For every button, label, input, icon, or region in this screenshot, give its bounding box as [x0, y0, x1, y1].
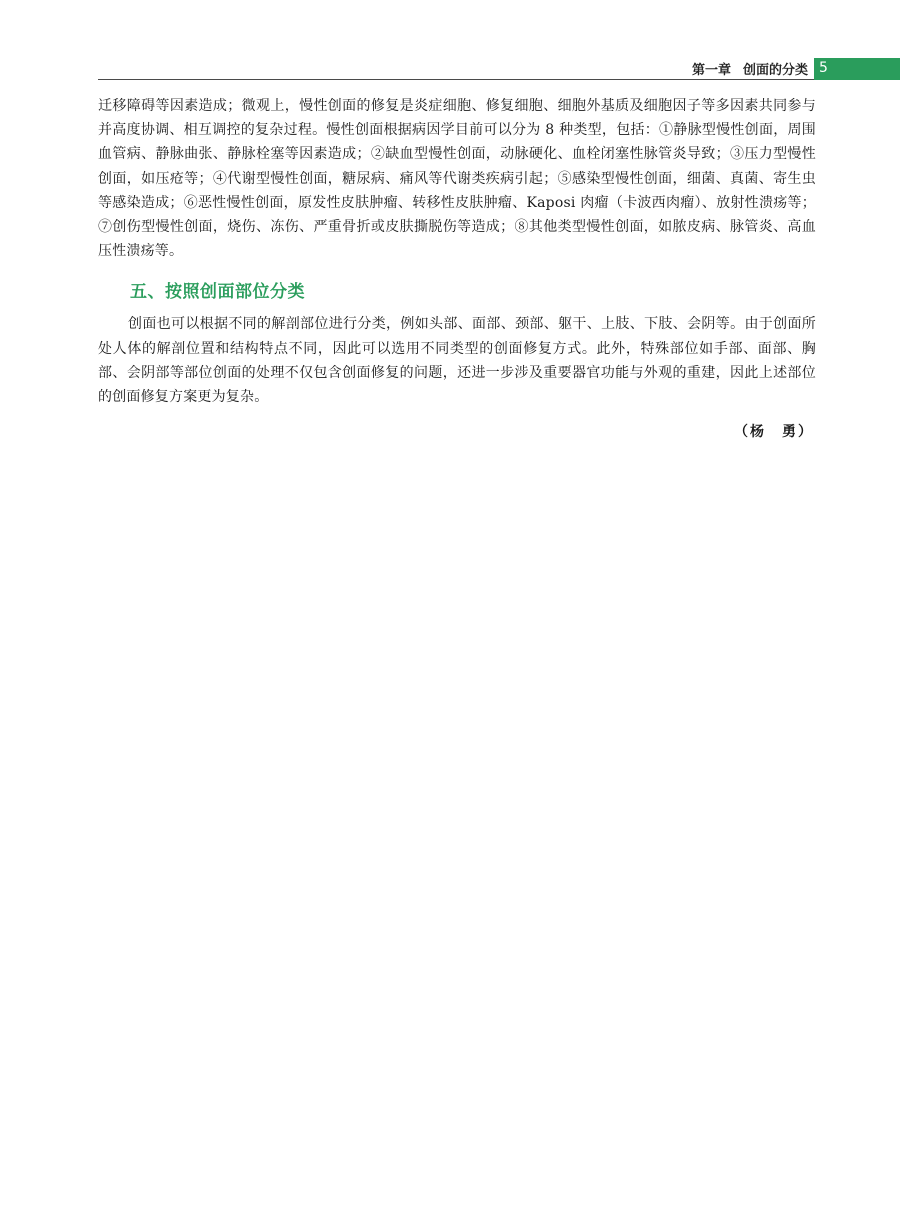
paragraph-chronic-wound-types: 迁移障碍等因素造成；微观上，慢性创面的修复是炎症细胞、修复细胞、细胞外基质及细胞因子等多因素共同参与并高度协调、相互调控的复杂过程。慢性创面根据病因学目前可以分为 8 种类型，包括：①静脉型慢性创面，周围血管病、静脉曲张、静脉栓塞等因素造成；②缺血型慢性创面，动脉硬化、血栓闭塞性脉管炎导致；③压力型慢性创面，如压疮等；④代谢型慢性创面，糖尿病、痛风等代谢类疾病引起；⑤感染型慢性创面，细菌、真菌、寄生虫等感染造成；⑥恶性慢性创面，原发性皮肤肿瘤、转移性皮肤肿瘤、Kaposi 肉瘤（卡波西肉瘤）、放射性溃疡等；⑦创伤型慢性创面，烧伤、冻伤、严重骨折或皮肤撕脱伤等造成；⑧其他类型慢性创面，如脓皮病、脉管炎、高血压性溃疡等。: [98, 98, 816, 260]
page-number: 5: [819, 60, 828, 76]
chapter-number: 第一章: [691, 63, 731, 78]
header-rule: [98, 79, 814, 80]
author-attribution: （杨 勇）: [734, 424, 814, 441]
page-body: [98, 94, 816, 441]
running-header: [0, 58, 900, 80]
paragraph-wound-location: 创面也可以根据不同的解剖部位进行分类，例如头部、面部、颈部、躯干、上肢、下肢、会阴等。由于创面所处人体的解剖位置和结构特点不同，因此可以选用不同类型的创面修复方式。此外，特殊部位如手部、面部、胸部、会阴部等部位创面的处理不仅包含创面修复的问题，还进一步涉及重要器官功能与外观的重建，因此上述部位的创面修复方案更为复杂。: [98, 316, 816, 406]
header-title: [692, 59, 808, 78]
chapter-title: 创面的分类: [742, 63, 808, 78]
section-heading: 五、按照创面部位分类: [130, 282, 305, 303]
page-number-tab: [814, 58, 900, 80]
